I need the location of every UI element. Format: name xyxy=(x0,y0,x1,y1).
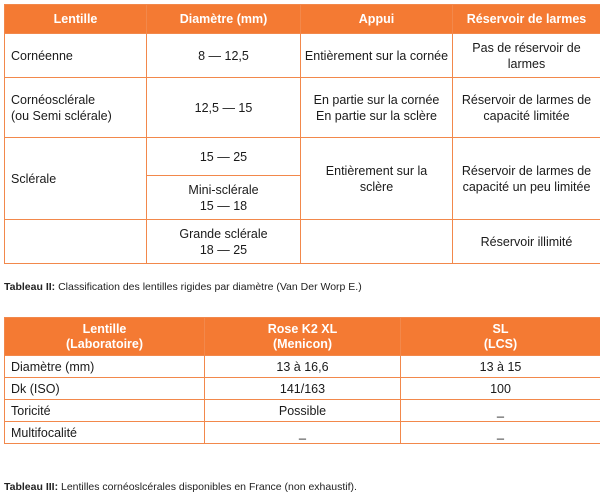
cell-sl: _ xyxy=(401,422,600,444)
cell-lentille: Cornéenne xyxy=(5,34,147,78)
table-row xyxy=(5,220,600,264)
cell-appui xyxy=(301,220,453,264)
table-row xyxy=(5,378,600,400)
cell-reservoir: Réservoir illimité xyxy=(453,220,600,264)
cell-sl: 100 xyxy=(401,378,600,400)
cell-reservoir: Réservoir de larmes de capacité un peu limitée xyxy=(453,138,600,220)
table-row xyxy=(5,34,600,78)
cell-diametre: 8 — 12,5 xyxy=(147,34,301,78)
cell-appui: Entièrement sur la cornée xyxy=(301,34,453,78)
cell-sl: 13 à 15 xyxy=(401,356,600,378)
cell-appui: Entièrement sur la sclère xyxy=(301,138,453,220)
table-row xyxy=(5,138,600,176)
cell-lentille: Cornéosclérale (ou Semi sclérale) xyxy=(5,78,147,138)
cell-diametre: 12,5 — 15 xyxy=(147,78,301,138)
cell-critere: Multifocalité xyxy=(5,422,205,444)
table-classification-lentilles xyxy=(4,4,600,264)
header-lentille: Lentille xyxy=(5,5,147,34)
cell-lentille xyxy=(5,220,147,264)
cell-rose-k2-xl: 141/163 xyxy=(205,378,401,400)
cell-diametre: Mini-sclérale 15 — 18 xyxy=(147,176,301,220)
table-row xyxy=(5,78,600,138)
cell-rose-k2-xl: Possible xyxy=(205,400,401,422)
caption-label: Tableau II: xyxy=(4,281,56,293)
table-header-row xyxy=(5,5,600,34)
cell-lentille: Sclérale xyxy=(5,138,147,220)
cell-rose-k2-xl: _ xyxy=(205,422,401,444)
header-appui: Appui xyxy=(301,5,453,34)
cell-rose-k2-xl: 13 à 16,6 xyxy=(205,356,401,378)
cell-reservoir: Pas de réservoir de larmes xyxy=(453,34,600,78)
table-row xyxy=(5,422,600,444)
table-caption xyxy=(4,481,357,493)
caption-text: Lentilles cornéoslcérales disponibles en France (non exhaustif). xyxy=(58,481,357,493)
caption-text: Classification des lentilles rigides par diamètre (Van Der Worp E.) xyxy=(55,281,362,293)
cell-critere: Diamètre (mm) xyxy=(5,356,205,378)
header-lentille: Lentille (Laboratoire) xyxy=(5,318,205,356)
table-lentilles-disponibles xyxy=(4,317,600,444)
cell-diametre: Grande sclérale 18 — 25 xyxy=(147,220,301,264)
header-rose-k2-xl: Rose K2 XL (Menicon) xyxy=(205,318,401,356)
header-reservoir: Réservoir de larmes xyxy=(453,5,600,34)
table-row xyxy=(5,400,600,422)
cell-reservoir: Réservoir de larmes de capacité limitée xyxy=(453,78,600,138)
cell-appui: En partie sur la cornée En partie sur la sclère xyxy=(301,78,453,138)
cell-sl: _ xyxy=(401,400,600,422)
table-caption xyxy=(4,281,362,293)
header-diametre: Diamètre (mm) xyxy=(147,5,301,34)
caption-label: Tableau III: xyxy=(4,481,59,493)
cell-diametre: 15 — 25 xyxy=(147,138,301,176)
cell-critere: Dk (ISO) xyxy=(5,378,205,400)
table-row xyxy=(5,356,600,378)
header-sl: SL (LCS) xyxy=(401,318,600,356)
table-header-row xyxy=(5,318,600,356)
cell-critere: Toricité xyxy=(5,400,205,422)
